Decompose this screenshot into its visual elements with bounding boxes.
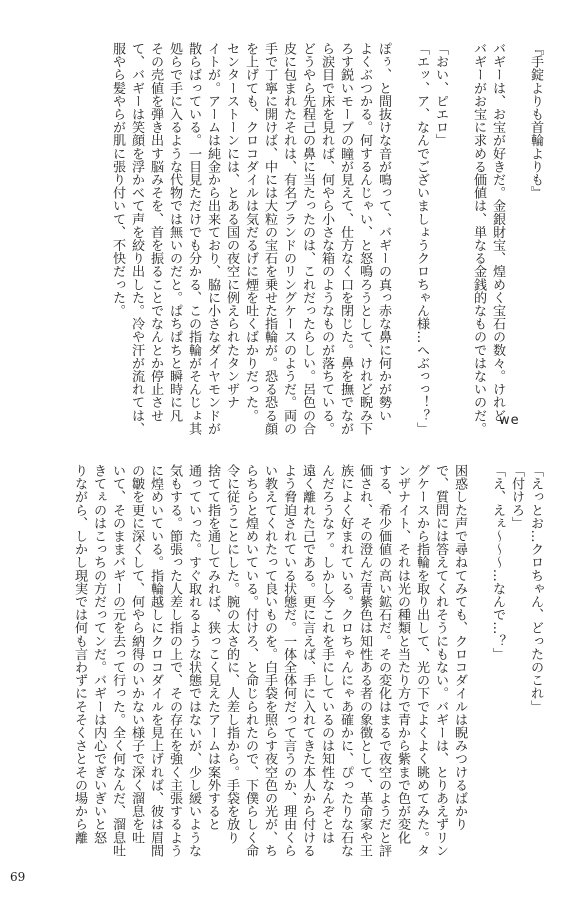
text-line: ぽぅ、と間抜けな音が鳴って、バギーの真っ赤な鼻に何かが勢い [376,42,391,422]
text-line: の皺を更に深くして、何やら納得のいかない様子で深く溜息を吐 [129,464,144,844]
text-line: よくぶつかる。何するんじゃい、と怒鳴ろうとして、けれど睨み下 [357,42,372,435]
story-title: 『手錠よりも首輪よりも』 [528,42,543,200]
text-line: いて、そのままバギーの元を去って行った。全く何なんだ、溜息吐 [110,464,125,857]
text-line: バギーは、お宝が好きだ。金銀財宝、煌めく宝石の数々。けれど [490,42,505,422]
dialogue-line: 「付けろ」 [509,464,524,530]
text-line: イトが。アームは純金から出来ており、脇に小さなダイヤモンドが [205,42,220,435]
text-line: センターストーンには、とある国の夜空に例えられたタンザナ [224,42,239,409]
text-line: 令に従うことにした。腕の太さ的に、人差し指から。手袋を放り [224,464,239,844]
text-line: 散らばっている。一目見ただけでも分かる、この指輪がそんじょ其 [186,42,201,435]
text-line: 捨てて指を通してみれば、狭っこく見えたアームは案外すると [205,464,220,831]
text-line: らちらと煌めいている。付けろ、と命じられたので、下僕らしく命 [243,464,258,857]
text-line: で、質問には答えてくれそうにもない。バギーは、とりあえずリン [433,464,448,857]
text-line: きてぇのはこっちの方だってンだ。バギーは内心でぎいぎいと怒 [91,464,106,844]
text-line: 気もする。節張った人差し指の上で、その存在を強く主張するよう [167,464,182,857]
text-line: い教えてくれたって良いものを。白手袋を照らす夜空色の光が、ち [262,464,277,857]
text-line: を上げても、クロコダイルは気だるげに煙を吐くばかりだった。 [243,42,258,422]
dialogue-line: 「え、えぇ〜〜〜…なんで…？」 [490,464,505,661]
page-number: 69 [10,870,26,884]
dialogue-line: 「エッ、ア、なんでございましょうクロちゃん様…へぶっっ！？」 [414,42,429,435]
text-line: グケースから指輪を取り出して、光の下でよくよく眺めてみた。タ [414,464,429,857]
text-line: バギーがお宝に求める価値は、単なる金銭的なものではないのだ。 [471,42,486,435]
text-line: よう脅迫されている状態だ。一体全体何だって言うのか、理由くら [281,464,296,857]
text-line: 困惑した声で尋ねてみても、クロコダイルは睨みつけるばかり [452,464,467,831]
text-line: りながら、しかし現実では何も言わずにそそくさとその場から離 [72,464,87,844]
text-line: 服やら髪やらが肌に張り付いて、不快だった。 [110,42,125,318]
text-line: する、希少価値の高い鉱石だ。その変化はまるで夜空のようだと評 [376,464,391,857]
text-line: 手で丁寧に開けば、中には大粒の宝石を乗せた指輪が。恐る恐る顔 [262,42,277,435]
dialogue-line: 「えっとお…クロちゃん、どったのこれ」 [528,464,543,713]
text-line: 遠く離れた己である。更に言えば、手に入れてきた本人から付ける [300,464,315,857]
text-line: ンザナイト、それは光の種類と当たり方で青から紫まで色が変化 [395,464,410,844]
dialogue-line: 「おい、ピエロ」 [433,42,448,147]
text-line: 族によく好まれている。クロちゃんにゃあ確かに、ぴったりな石な [338,464,353,857]
text-line: 通っていった。すぐ取れるような状態ではないが、少し緩いような [186,464,201,857]
text-line: 価され、その澄んだ青紫色は知性ある者の象徴として、革命家や王 [357,464,372,857]
text-line: どうやら先程己の鼻に当たったのは、これだったらしい。呂色の合 [300,42,315,435]
text-line: に煌めいている。指輪越しにクロコダイルを見上げれば、彼は眉間 [148,464,163,857]
author-signature: we [499,413,520,428]
text-line: んだろうなァ。しかし今これを手にしているのは知性なんぞとは [319,464,334,844]
text-line: ろす鋭いモーブの瞳が見えて、仕方なく口を閉じた。鼻を撫でなが [338,42,353,435]
text-line: その売値を弾き出す脳みそを、首を振ることでなんとか停止させ [148,42,163,422]
text-line: 処らで手に入るような代物では無いのだと。ぱちぱちと瞬時に凡 [167,42,182,422]
text-line: 皮に包まれたそれは、有名ブランドのリングケースのようだ。両の [281,42,296,435]
text-line: ら涙目で床を見れば、何やら小さな箱のようなものが落ちている。 [319,42,334,435]
text-line: て、バギーは笑顔を浮かべて声を絞り出した。冷や汗が流れては、 [129,42,144,435]
